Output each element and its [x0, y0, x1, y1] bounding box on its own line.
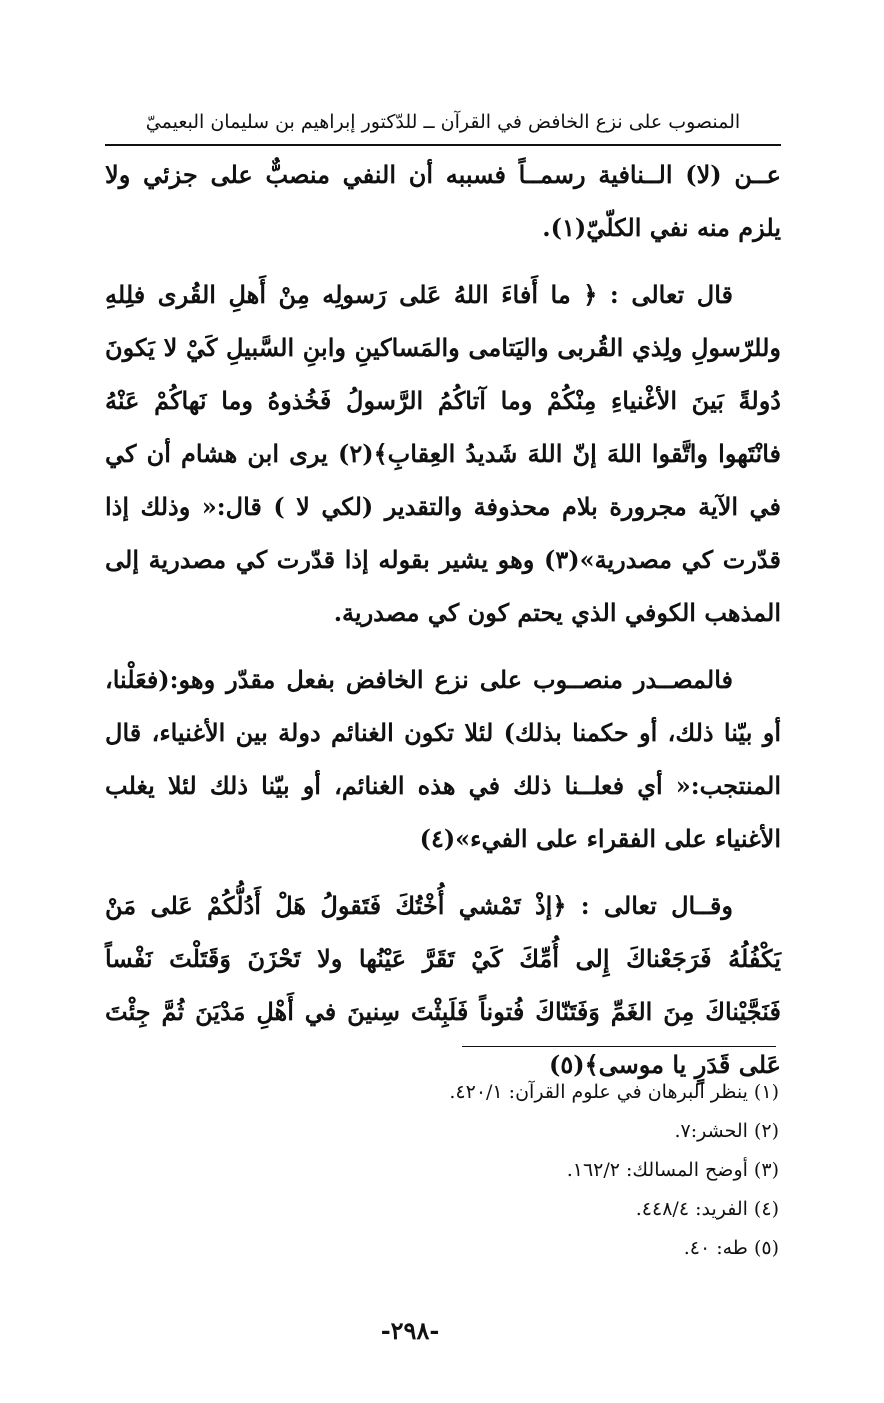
- footnote-rule: [462, 1046, 776, 1047]
- footnote-1: (١) ينظر البرهان في علوم القرآن: ٤٢٠/١.: [449, 1081, 779, 1103]
- footnotes: [105, 1073, 781, 1268]
- paragraph-4: وقــال تعالى : ﴿إذْ تَمْشي أُخْتُكَ فَتَقولُ هَلْ أَدُلُّكُمْ عَلى مَنْ يَكْفُلُهُ فَرَجَعْناكَ إِلى أُمِّكَ كَيْ تَقَرَّ عَيْنُها ولا تَحْزَنَ وَقَتَلْتَ نَفْساً فَنَجَّيْناكَ مِنَ الغَمِّ وَفَتَنّاكَ فُتوناً فَلَبِثْتَ سِنينَ في أَهْلِ مَدْيَنَ ثُمَّ جِئْتَ عَلى قَدَرٍ يا موسى﴾(٥): [105, 891, 781, 1079]
- main-text: [105, 148, 781, 1105]
- footnote-2: (٢) الحشر:٧.: [674, 1120, 779, 1142]
- footnote-4: (٤) الفريد: ٤٤٨/٤.: [635, 1198, 779, 1220]
- paragraph-3: فالمصــدر منصــوب على نزع الخافض بفعل مقدّر وهو:(فعَلْنا، أو بيّنا ذلك، أو حكمنا بذلك) لئلا تكون الغنائم دولة بين الأغنياء، قال المنتجب:« أي فعلــنا ذلك في هذه الغنائم، أو بيّنا ذلك لئلا يغلب الأغنياء على الفقراء على الفيء»(٤): [105, 665, 781, 853]
- footnote-5: (٥) طه: ٤٠.: [683, 1237, 779, 1259]
- page-number: -٢٩٨-: [380, 1316, 440, 1345]
- running-header: المنصوب على نزع الخافض في القرآن ــ للدّكتور إبراهيم بن سليمان البعيميّ: [145, 111, 741, 133]
- header-rule: [105, 144, 781, 146]
- footnote-3: (٣) أوضح المسالك: ١٦٢/٢.: [566, 1159, 779, 1181]
- paragraph-2: قال تعالى : ﴿ ما أَفاءَ اللهُ عَلى رَسولِه مِنْ أَهلِ القُرى فلِلهِ وللرّسولِ ولِذي القُربى واليَتامى والمَساكينِ وابنِ السَّبيلِ كَيْ لا يَكونَ دُولةً بَينَ الأغْنياءِ مِنْكُمْ وما آتاكُمُ الرَّسولُ فَخُذوهُ وما نَهاكُمْ عَنْهُ فانْتَهوا واتَّقوا اللهَ إنّ اللهَ شَديدُ العِقابِ﴾(٢) يرى ابن هشام أن كي في الآية مجرورة بلام محذوفة والتقدير (لكي لا ) قال:« وذلك إذا قدّرت كي مصدرية»(٣) وهو يشير بقوله إذا قدّرت كي مصدرية إلى المذهب الكوفي الذي يحتم كون كي مصدرية.: [105, 280, 782, 627]
- paragraph-1: عــن (لا) الــنافية رسمــاً فسببه أن النفي منصبٌّ على جزئي ولا يلزم منه نفي الكلّيّ(١).: [105, 160, 781, 242]
